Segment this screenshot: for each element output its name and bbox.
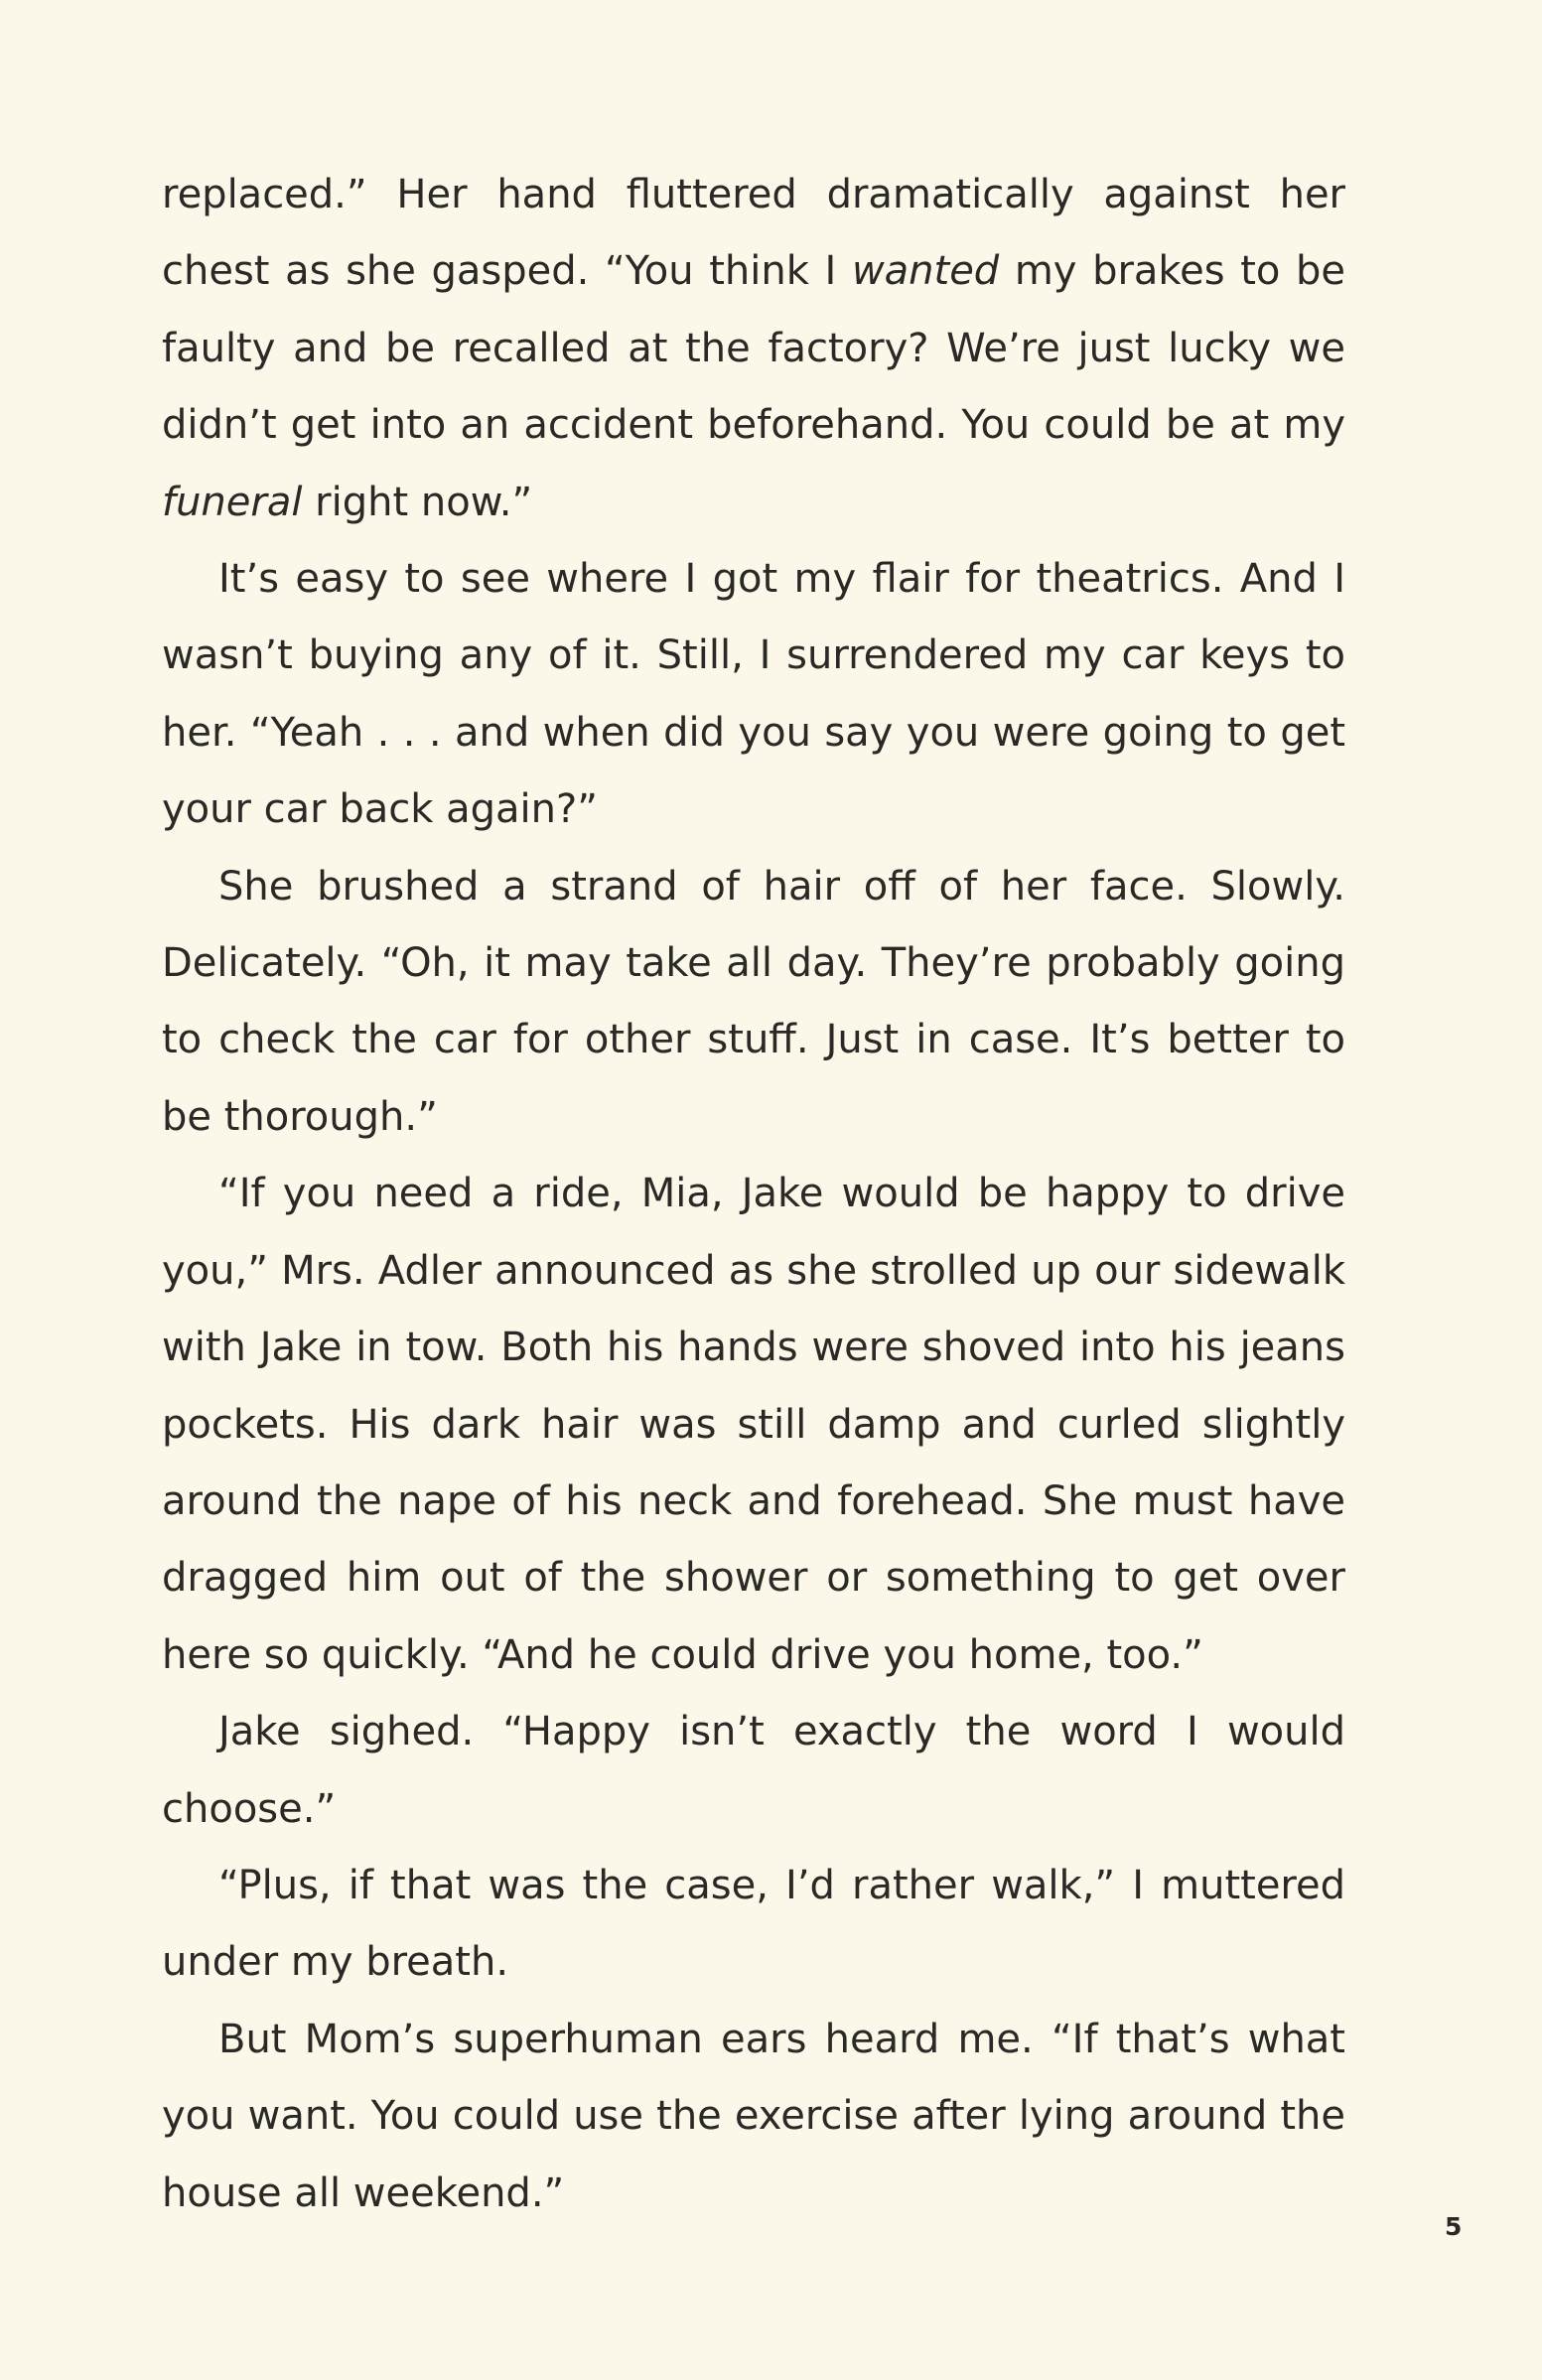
body-text [162,157,1345,2232]
paragraph-4: “If you need a ride, Mia, Jake would be happy to drive you,” Mrs. Adler announced as she strolled up our sidewalk with Jake in tow. Both his hands were shoved into his jeans pockets. His dark hair was still damp and curled slightly around the nape of his neck and forehead. She must have dragged him out of the shower or something to get over here so quickly. “And he could drive you home, too.” [162,1171,1345,1678]
emphasis-funeral: funeral [162,479,303,525]
paragraph-2: It’s easy to see where I got my flair for theatrics. And I wasn’t buying any of it. Still, I surrendered my car keys to her. “Yeah . . . and when did you say you were going to get your car back again?” [162,556,1345,833]
paragraph-7: But Mom’s superhuman ears heard me. “If that’s what you want. You could use the exercise after lying around the house all weekend.” [162,2016,1345,2216]
emphasis-wanted: wanted [851,248,1000,295]
paragraph-1: replaced.” Her hand fluttered dramatically against her chest as she gasped. “You think I wanted my brakes to be faulty and be recalled at the factory? We’re just lucky we didn’t get into an accident beforehand. You could be at my funeral right now.” [162,172,1346,525]
paragraph-3: She brushed a strand of hair off of her face. Slowly. Delicately. “Oh, it may take all day. They’re probably going to check the car for other stuff. Just in case. It’s better to be thorough.” [162,863,1345,1140]
page-number: 5 [1445,2212,1463,2241]
paragraph-5: Jake sighed. “Happy isn’t exactly the word I would choose.” [162,1709,1345,1832]
paragraph-6: “Plus, if that was the case, I’d rather walk,” I muttered under my breath. [162,1862,1345,1986]
